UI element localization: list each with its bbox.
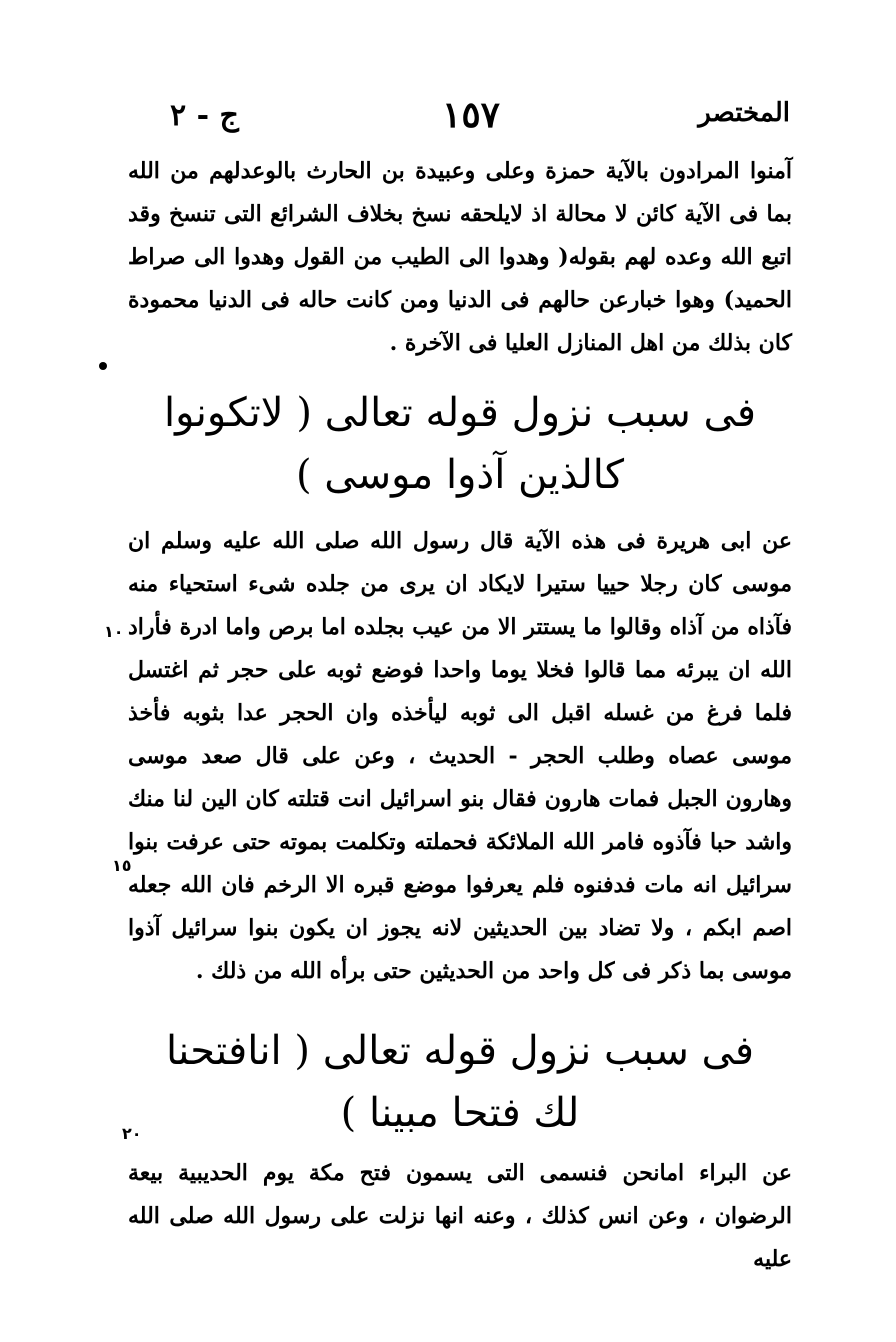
line-number-20: ٢٠ (122, 1124, 142, 1143)
paragraph-3: عن البراء امانحن فنسمى التى يسمون فتح مكة يوم الحديبية بيعة الرضوان ، وعن انس كذلك ، وعنه انها نزلت على رسول الله صلى الله عليه (128, 1160, 792, 1272)
page-number: ١٥٧ (442, 94, 501, 136)
paragraph-1: آمنوا المرادون بالآية حمزة وعلى وعبيدة بن الحارث بالوعدلهم من الله بما فى الآية كائن لا محالة اذ لايلحقه نسخ بخلاف الشرائع التى تنسخ وقد اتبع الله وعده لهم بقوله( وهدوا الى الطيب من القول وهدوا الى صراط الحميد) وهوا خبارعن حالهم فى الدنيا ومن كانت حاله فى الدنيا محمودة كان بذلك من اهل المنازل العليا فى الآخرة . (128, 158, 792, 356)
margin-dot (99, 362, 107, 370)
paragraph-2: عن ابى هريرة فى هذه الآية قال رسول الله صلى الله عليه وسلم ان موسى كان رجلا حييا ستيرا لايكاد ان يرى من جلده شىء استحياء منه فآذاه من آذاه وقالوا ما يستتر الا من عيب بجلده اما برص واما ادرة فأراد الله ان يبرئه مما قالوا فخلا يوما واحدا فوضع ثوبه على حجر ثم اغتسل فلما فرغ من غسله اقبل الى ثوبه ليأخذه وان الحجر عدا بثوبه فأخذ موسى عصاه وطلب الحجر - الحديث ، وعن على قال صعد موسى وهارون الجبل فمات هارون فقال بنو اسرائيل انت قتلته كان الين لنا منك واشد حبا فآذوه فامر الله الملائكة فحملته وتكلمت بموته حتى عرفت بنوا سرائيل انه مات فدفنوه فلم يعرفوا موضع قبره الا الرخم فان الله جعله اصم ابكم ، ولا تضاد بين الحديثين لانه يجوز ان يكون بنوا سرائيل آذوا موسى بما ذكر فى كل واحد من الحديثين حتى برأه الله من ذلك . (128, 528, 792, 984)
page-header (130, 94, 790, 148)
volume-label: ج - ٢ (170, 98, 239, 133)
line-number-15: ١٥ (112, 856, 132, 875)
line-number-10: ١٠ (104, 622, 124, 641)
book-title: المختصر (698, 98, 790, 128)
section-heading-1: فى سبب نزول قوله تعالى ( لاتكونوا كالذين آذوا موسى ) (164, 390, 756, 498)
section-heading-2: فى سبب نزول قوله تعالى ( انافتحنا لك فتحا مبينا ) (165, 1028, 755, 1136)
